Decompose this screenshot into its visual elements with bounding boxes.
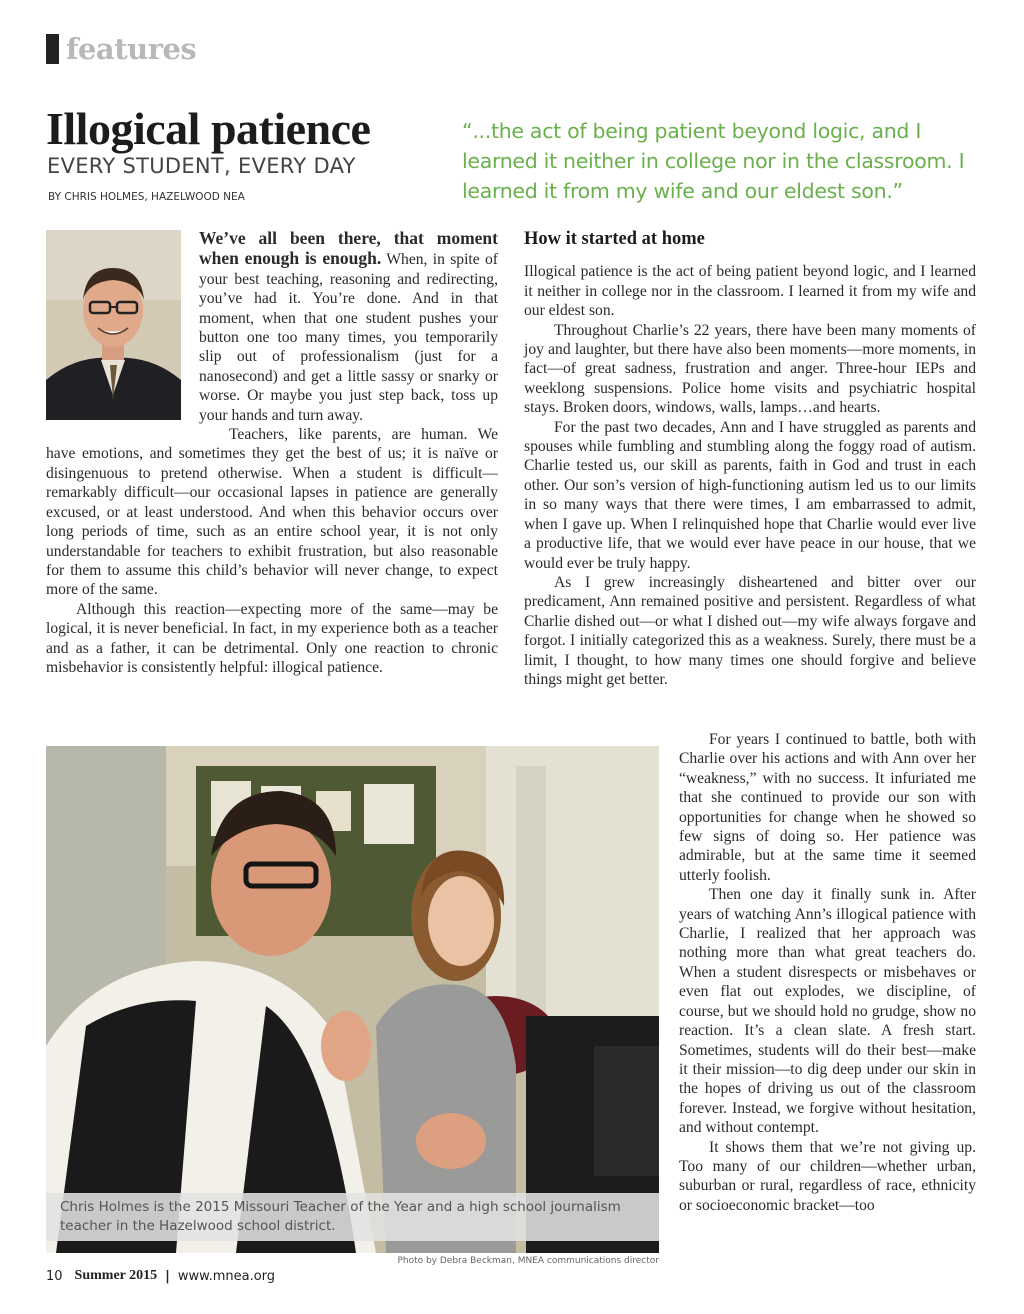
website-link[interactable]: www.mnea.org	[177, 1268, 276, 1284]
right-paragraph: For the past two decades, Ann and I have struggled as parents and spouses while fumbling and stumbling along the foggy road of autism. Charlie tested us, our skill as parents, faith in God and trust in each other. Our son’s version of high-functioning autism led us to our limits in so many ways that there were times, I am embarrassed to admit, when I gave up. When I relinquished hope that Charlie would ever live a productive life, that we would ever have peace in our house, that we would ever be truly happy.	[524, 418, 976, 572]
issue-label: Summer 2015	[74, 1268, 158, 1283]
right-paragraph: Illogical patience is the act of being patient beyond logic, and I learned it neither in college nor in the classroom. I learned it from my wife and our eldest son.	[524, 263, 976, 320]
right-paragraph: As I grew increasingly disheartened and bitter over our predicament, Ann remained positive and persistent. Regardless of what Charlie dished out—or what I dished out—my wife always forgave and forgot. I initially categorized this as a weakness. Surely, there must be a limit, I thought, to how many times one should forgive and believe things might get better.	[524, 573, 976, 688]
photo-credit: Photo by Debra Beckman, MNEA communications director	[397, 1256, 659, 1266]
lead-in-text: When, in spite of your best teaching, reasoning and redirecting, you’ve had it. You’re done. And in that moment, when that one student pushes your button one too many times, you temporarily slip out of professionalism (just for a nanosecond) and get a little sassy or snarky or worse. Or maybe you just step back, toss up your hands and turn away.	[199, 251, 498, 424]
section-marker-bar	[46, 34, 59, 64]
section-heading: How it started at home	[524, 229, 705, 249]
portrait-illustration	[46, 230, 181, 420]
narrow-paragraph: It shows them that we’re not giving up. Too many of our children—whether urban, suburban or rural, regardless of race, ethnicity or socioeconomic bracket—too	[679, 1138, 976, 1214]
main-photo	[46, 746, 659, 1253]
right-paragraph: Throughout Charlie’s 22 years, there have been many moments of joy and laughter, but there have also been moments—more moments, in fact—of great sadness, frustration and anger. Three-hour IEPs and weeklong suspensions. Police home visits and psychiatric hospital stays. Broken doors, windows, walls, lamps…and hearts.	[524, 321, 976, 417]
section-tag	[46, 32, 196, 66]
footer-separator: |	[165, 1268, 170, 1284]
narrow-paragraph: For years I continued to battle, both with Charlie over his actions and with Ann over her “weakness,” with no success. It infuriated me that she continued to provide our son with opportunities for change when he showed so few signs of doing so. Her patience was admirable, but at the same time it seemed utterly foolish.	[679, 731, 976, 884]
page-footer	[46, 1268, 275, 1284]
photo-caption: Chris Holmes is the 2015 Missouri Teacher of the Year and a high school journalism teacher in the Hazelwood school district.	[46, 1193, 659, 1241]
lead-in-bold: We’ve all been there, that moment when enough is enough.	[199, 228, 498, 269]
narrow-paragraph: Then one day it finally sunk in. After years of watching Ann’s illogical patience with Charlie, I realized that her approach was nothing more than what great teachers do. When a student disrespects or misbehaves or even flat out explodes, we discipline, of course, but we should hold no grudge, show no reaction. It’s a clean slate. A fresh start. Sometimes, students will do their best—make it their mission—to dig deep under our skin in the hopes of driving us out of the classroom forever. Instead, we forgive without hesitation, and without contempt.	[679, 886, 976, 1137]
article-byline: BY CHRIS HOLMES, HAZELWOOD NEA	[48, 191, 245, 203]
article-title: Illogical patience	[46, 103, 371, 154]
page-number: 10	[46, 1268, 63, 1284]
left-paragraph: Although this reaction—expecting more of the same—may be logical, it is never beneficial. In fact, in my experience both as a teacher and as a father, it can be detrimental. Only one reaction to chronic misbehavior is consistently helpful: illogical patience.	[46, 600, 498, 676]
section-label: features	[66, 32, 197, 66]
author-portrait-image	[46, 230, 181, 420]
article-subtitle: EVERY STUDENT, EVERY DAY	[47, 154, 356, 178]
classroom-photo-illustration	[46, 746, 659, 1253]
pull-quote: “...the act of being patient beyond logic, and I learned it neither in college nor in the classroom. I learned it from my wife and our eldest son.”	[462, 119, 965, 203]
narrow-column	[679, 730, 976, 1215]
right-column	[524, 229, 976, 689]
left-column	[46, 229, 498, 677]
left-paragraph: Teachers, like parents, are human. We have emotions, and sometimes they get the best of us; it is naïve or disingenuous to pretend otherwise. When a student is difficult—remarkably difficult—our occasional lapses in patience are generally excused, or at least understood. And when this behavior occurs over long periods of time, such as an entire school year, it is not only understandable for teachers to exhibit frustration, but also reasonable for them to assume this child’s behavior will never change, to expect more of the same.	[46, 426, 498, 599]
